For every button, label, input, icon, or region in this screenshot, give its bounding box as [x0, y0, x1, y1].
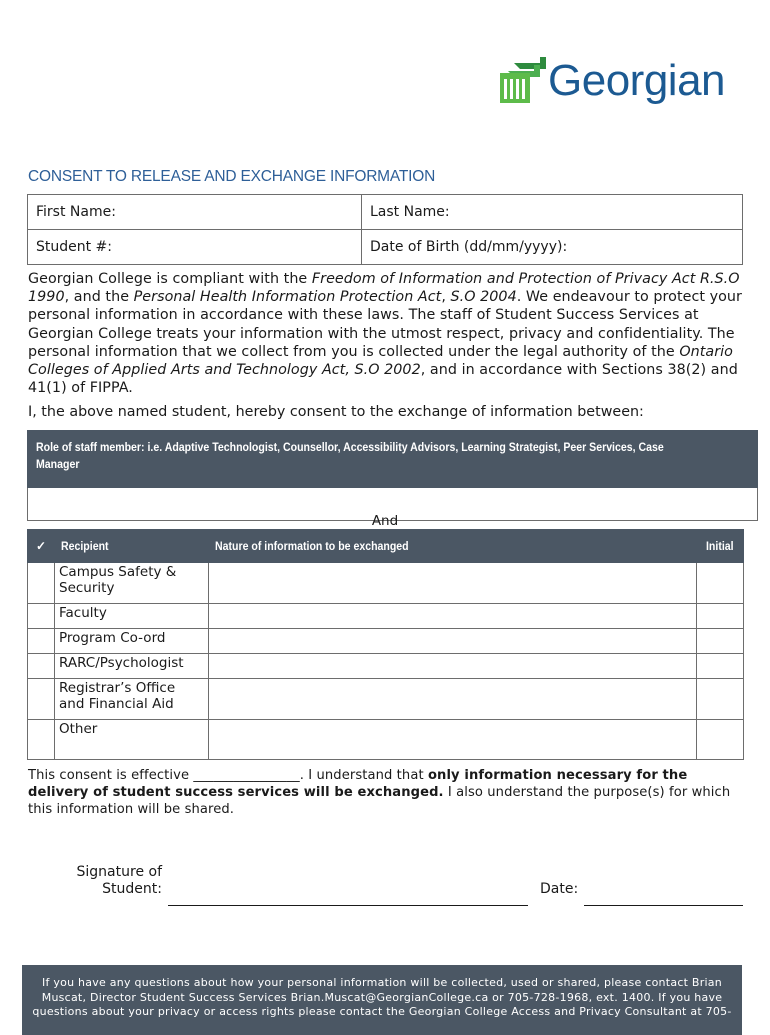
recipient-table	[27, 529, 744, 760]
table-row	[28, 604, 744, 629]
dob-field[interactable]	[362, 230, 743, 265]
initial-cell[interactable]	[697, 679, 744, 720]
georgian-stripes-icon	[500, 57, 546, 103]
text-run: ,	[441, 289, 451, 306]
role-header	[28, 431, 758, 488]
georgian-logo	[500, 52, 735, 114]
ocaat-act-name: Ontario Colleges of Applied Arts and Technology Act, S.O 2002	[28, 343, 733, 379]
effective-statement	[28, 767, 744, 818]
student-number-label: Student #:	[36, 239, 113, 255]
footer-contact-info: If you have any questions about how your personal information will be collected, used or shared, please contact Brian Muscat, Director Student Success Services Brian.Muscat@GeorgianCollege.ca or 705-728-1968, ext. 1400. If you have questions about your privacy or access rights please contact the Georgian College Access and Privacy Consultant at 705-	[22, 965, 742, 1035]
recipient-label: RARC/Psychologist	[55, 654, 209, 679]
brand-name: Georgian	[548, 56, 726, 105]
last-name-field[interactable]	[362, 195, 743, 230]
text-run: Georgian College is compliant with the	[28, 271, 312, 287]
role-header-line2: Manager	[36, 457, 80, 471]
emphasis-text: only information necessary for the delivery of student success services will be exchanged.	[28, 768, 688, 800]
recipient-header-text: Recipient	[61, 539, 109, 553]
recipient-column-header	[55, 530, 209, 563]
student-info-table	[27, 194, 743, 265]
recipient-label: Other	[55, 720, 209, 760]
first-name-label: First Name:	[36, 204, 116, 220]
signature-label-line: Student:	[102, 881, 162, 897]
initial-cell[interactable]	[697, 629, 744, 654]
signature-line[interactable]	[168, 905, 528, 906]
nature-header-text: Nature of information to be exchanged	[215, 539, 409, 553]
fippa-act-name: Freedom of Information and Protection of Privacy Act R.S.O 1990	[28, 271, 740, 306]
recipient-label-line: and Financial Aid	[59, 696, 174, 712]
initial-cell[interactable]	[697, 604, 744, 629]
table-row	[28, 563, 744, 604]
nature-cell[interactable]	[209, 679, 697, 720]
and-label: And	[371, 513, 399, 529]
recipient-label-line: Security	[59, 580, 115, 596]
student-number-field[interactable]	[28, 230, 362, 265]
initial-column-header	[697, 530, 744, 563]
role-table	[27, 430, 758, 521]
table-row	[28, 629, 744, 654]
date-line[interactable]	[584, 905, 743, 906]
recipient-label	[55, 679, 209, 720]
table-row	[28, 679, 744, 720]
signature-label	[60, 864, 162, 898]
recipient-checkbox[interactable]	[28, 654, 55, 679]
privacy-paragraph	[28, 270, 744, 397]
text-run: . We endeavour to protect your personal information in accordance with these laws. The staff of Student Success Services at Georgian College treats your information with the utmost respect, privacy and confidentiality. The personal information that we collect from you is collected under the legal authority of the	[28, 289, 742, 360]
nature-cell[interactable]	[209, 629, 697, 654]
form-title: CONSENT TO RELEASE AND EXCHANGE INFORMATION	[28, 168, 436, 185]
initial-cell[interactable]	[697, 654, 744, 679]
recipient-label-line: Registrar’s Office	[59, 680, 176, 696]
phipa-act-name: Personal Health Information Protection Act	[133, 289, 442, 306]
recipient-checkbox[interactable]	[28, 604, 55, 629]
initial-cell[interactable]	[697, 563, 744, 604]
nature-cell[interactable]	[209, 654, 697, 679]
recipient-label: Program Co-ord	[55, 629, 209, 654]
table-row	[28, 720, 744, 760]
text-run: I also understand the purpose(s) for which this information will be shared.	[28, 785, 731, 817]
first-name-field[interactable]	[28, 195, 362, 230]
recipient-label	[55, 563, 209, 604]
dob-label: Date of Birth (dd/mm/yyyy):	[370, 239, 568, 255]
initial-header-text: Initial	[705, 539, 734, 553]
nature-column-header	[209, 530, 697, 563]
recipient-checkbox[interactable]	[28, 720, 55, 760]
role-header-line1: Role of staff member: i.e. Adaptive Technologist, Counsellor, Accessibility Advisors, Learning Strategist, Peer Services, Case	[36, 440, 664, 454]
nature-cell[interactable]	[209, 604, 697, 629]
initial-cell[interactable]	[697, 720, 744, 760]
last-name-label: Last Name:	[370, 204, 450, 220]
check-header-icon: ✓	[28, 530, 55, 563]
consent-statement: I, the above named student, hereby consent to the exchange of information between:	[28, 404, 644, 420]
recipient-checkbox[interactable]	[28, 629, 55, 654]
text-run: , and the	[64, 289, 134, 306]
phipa-act-year: S.O 2004	[450, 289, 517, 306]
date-label: Date:	[540, 881, 579, 897]
recipient-label-line: Campus Safety &	[59, 564, 177, 580]
text-run: This consent is effective ________________. I understand that	[28, 768, 428, 783]
table-row	[28, 654, 744, 679]
recipient-label: Faculty	[55, 604, 209, 629]
text-run: , and in accordance with Sections 38(2) and 41(1) of FIPPA.	[28, 362, 738, 397]
recipient-checkbox[interactable]	[28, 563, 55, 604]
signature-label-line: Signature of	[76, 864, 162, 880]
nature-cell[interactable]	[209, 563, 697, 604]
recipient-header-row	[28, 530, 744, 563]
nature-cell[interactable]	[209, 720, 697, 760]
recipient-checkbox[interactable]	[28, 679, 55, 720]
